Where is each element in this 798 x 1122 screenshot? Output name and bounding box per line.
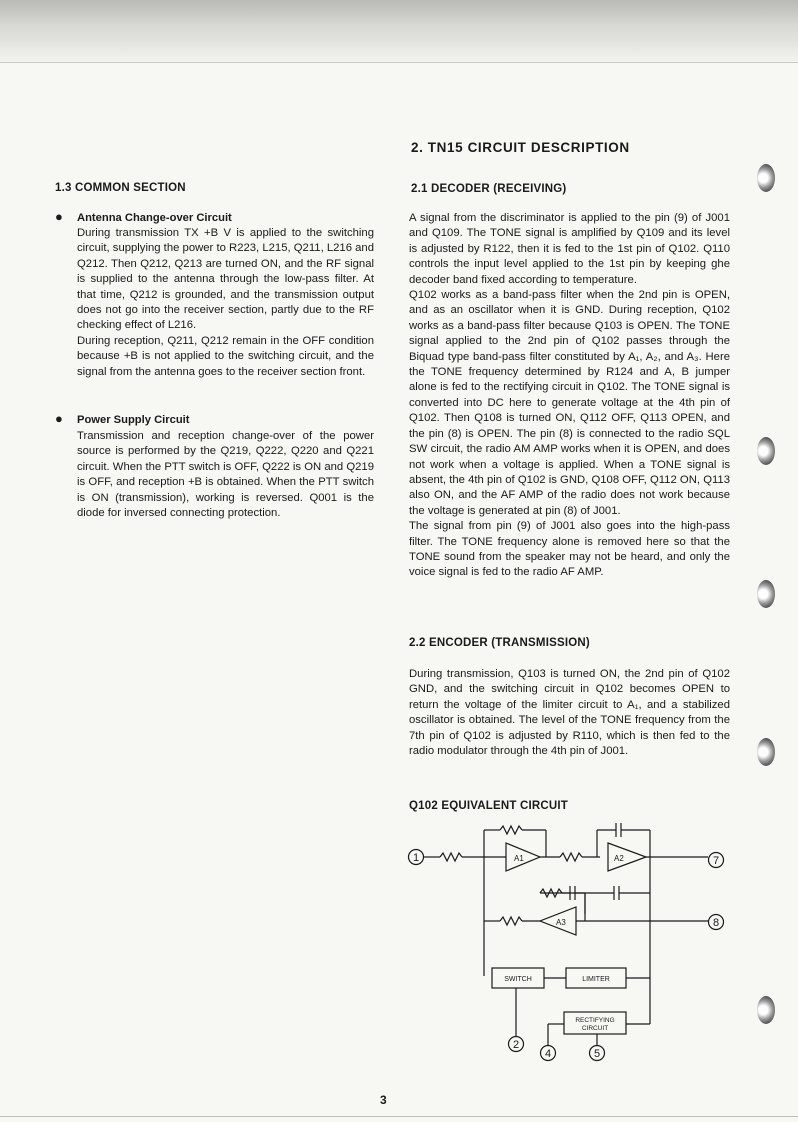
encoder-heading: 2.2 ENCODER (TRANSMISSION) bbox=[409, 637, 590, 649]
encoder-body: During transmission, Q103 is turned ON, the 2nd pin of Q102 GND, and the switching circuit in Q102 becomes OPEN to return the voltage of the limiter circuit to A₁, and a stabilized oscillator is obtained. The level of the TONE frequency from the 7th pin of Q102 is adjusted by R110, which is then fed to the radio modulator through the 4th pin of J001. bbox=[409, 668, 730, 758]
pin-8-terminal bbox=[709, 915, 724, 930]
punch-hole-icon bbox=[757, 437, 775, 465]
rectifying-label-1: RECTIFYING bbox=[575, 1017, 615, 1024]
resistor-feedback-a1 bbox=[500, 826, 522, 834]
q102-equivalent-circuit-diagram bbox=[400, 818, 730, 1068]
pin-2-terminal bbox=[509, 1037, 524, 1052]
punch-hole-icon bbox=[757, 580, 775, 608]
pin-1-terminal bbox=[409, 850, 424, 865]
pin-2-label: 2 bbox=[512, 1039, 520, 1051]
pin-4-label: 4 bbox=[544, 1048, 552, 1060]
pin-7-label: 7 bbox=[712, 855, 720, 867]
switch-label: SWITCH bbox=[504, 976, 532, 983]
pin-7-terminal bbox=[709, 853, 724, 868]
decoder-heading: 2.1 DECODER (RECEIVING) bbox=[411, 183, 567, 195]
antenna-body: During transmission TX +B V is applied to the switching circuit, supplying the power to R223, L215, Q211, L216 and Q212. Then Q212, Q213 are turned ON, and the RF signal is supplied to the antenna through the low-pass filter. At that time, Q212 is grounded, and the transmission output does not go into the receiver section, partly due to the RF checking effect of L216. During reception, Q211, Q212 remain in the OFF condition because +B is not applied to the switching circuit, and the signal from the antenna goes to the receiver section front. bbox=[77, 227, 374, 378]
bullet-icon: ● bbox=[55, 209, 63, 224]
limiter-label: LIMITER bbox=[582, 976, 610, 983]
page-title: 2. TN15 CIRCUIT DESCRIPTION bbox=[411, 140, 630, 155]
diagram-heading: Q102 EQUIVALENT CIRCUIT bbox=[409, 800, 569, 812]
divider bbox=[0, 1116, 798, 1117]
section-heading-common: 1.3 COMMON SECTION bbox=[55, 182, 186, 194]
power-subheading: Power Supply Circuit bbox=[77, 414, 190, 426]
amp-a2-label: A2 bbox=[614, 854, 624, 863]
power-body: Transmission and reception change-over of the power source is performed by the Q219, Q222, Q220 and Q221 circuit. When the PTT switch is OFF, Q222 is ON and Q219 is OFF, and reception +B is obtained. When the PTT switch is ON (transmission), working is reversed. Q001 is the diode for inversed connecting protection. bbox=[77, 430, 374, 520]
punch-hole-icon bbox=[757, 164, 775, 192]
punch-hole-icon bbox=[757, 738, 775, 766]
rectifying-label-2: CIRCUIT bbox=[581, 1025, 609, 1032]
page-number: 3 bbox=[380, 1093, 387, 1107]
pin-5-label: 5 bbox=[593, 1048, 601, 1060]
decoder-body: A signal from the discriminator is applied to the pin (9) of J001 and Q109. The TONE signal is amplified by Q109 and its level is adjusted by R122, then it is fed to the 1st pin of Q102. Q110 controls the input level applied to the 1st pin by keeping ghe decoder band fixed according to temperature. Q102 works as a band-pass filter when the 2nd pin is OPEN, and as an oscillator when it is GND. During reception, Q102 works as a band-pass filter because Q103 is OPEN. The TONE signal applied to the 2nd pin of Q102 passes through the Biquad type band-pass filter constituted by A₁, A₂, and A₃. Here the TONE frequency determined by R124 and A, B jumper alone is fed to the rectifying circuit in Q102. The TONE signal is converted into DC here to generate voltage at the 4th pin of Q102. Then Q108 is turned ON, Q112 OFF, Q113 OPEN, and the pin (8) is OPEN. The pin (8) is connected to the radio SQL SW circuit, the radio AM AMP works when it is OPEN, and does not work when a voltage is applied. When a TONE signal is absent, the 4th pin of Q102 is GND, Q108 OFF, Q112 ON, Q113 also ON, and the AF AMP of the radio does not work because the voltage is generated at pin (8) of J001. The signal from pin (9) of J001 also goes into the high-pass filter. The TONE frequency alone is removed here so that the TONE sound from the speaker may not be heard, and only the voice signal is fed to the radio AF AMP. bbox=[409, 212, 730, 579]
pin-4-terminal bbox=[541, 1046, 556, 1061]
pin-5-terminal bbox=[590, 1046, 605, 1061]
punch-hole-icon bbox=[757, 996, 775, 1024]
pin-1-label: 1 bbox=[412, 852, 420, 864]
resistor-input bbox=[440, 853, 462, 861]
pin-8-label: 8 bbox=[712, 917, 720, 929]
scan-top-band bbox=[0, 0, 798, 62]
amp-a3-label: A3 bbox=[556, 918, 566, 927]
resistor-a1-a2 bbox=[560, 853, 582, 861]
resistor-a3 bbox=[500, 917, 522, 925]
amp-a1-label: A1 bbox=[514, 854, 524, 863]
antenna-subheading: Antenna Change-over Circuit bbox=[77, 212, 232, 224]
divider bbox=[0, 62, 798, 63]
bullet-icon: ● bbox=[55, 411, 63, 426]
